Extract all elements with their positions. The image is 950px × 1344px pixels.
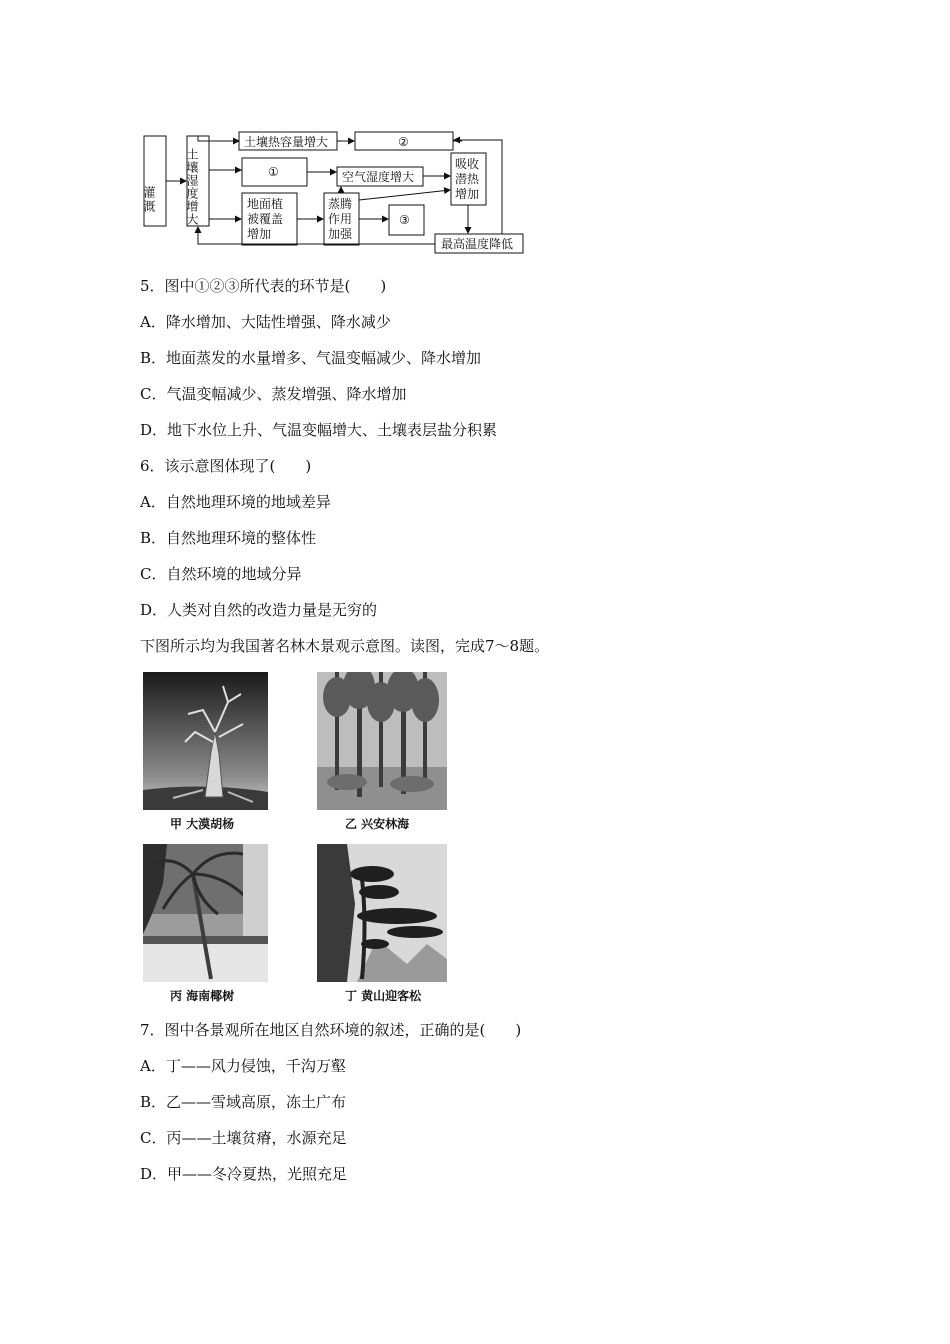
photo-desert-poplar [143,672,268,810]
q7-option-b: B．乙——雪域高原，冻土广布 [140,1093,347,1111]
diagram-air-humidity: 空气湿度增大 [342,170,415,184]
q7-option-d: D．甲——冬冷夏热，光照充足 [140,1165,348,1183]
diagram-circle1: ① [268,165,279,179]
caption-jia: 甲 大漠胡杨 [170,817,235,831]
q6-option-d: D．人类对自然的改造力量是无穷的 [140,601,378,619]
diagram-latent-2: 潜热 [455,172,480,186]
q7-option-a: A．丁——风力侵蚀，千沟万壑 [140,1057,346,1075]
q6-option-b: B．自然地理环境的整体性 [140,529,317,547]
intro-text: 下图所示均为我国著名林木景观示意图。读图，完成7～8题。 [140,637,550,655]
diagram-veg-1: 地面植 [247,197,284,211]
diagram-circle2: ② [398,135,409,149]
q5-option-c: C．气温变幅减少、蒸发增强、降水增加 [140,385,407,403]
diagram-irrigation: 灌溉 [142,186,156,214]
q5-option-a: A．降水增加、大陆性增强、降水减少 [140,313,391,331]
q6-option-c: C．自然环境的地域分异 [140,565,302,583]
caption-ding: 丁 黄山迎客松 [345,989,422,1003]
caption-bing: 丙 海南椰树 [170,989,235,1003]
photo-hainan-coconut [143,844,268,982]
diagram-latent-1: 吸收 [455,157,480,171]
flow-diagram [140,130,540,258]
q5-stem: 5．图中①②③所代表的环节是( ) [140,277,387,295]
diagram-circle3: ③ [399,213,410,227]
photo-xingan-forest [317,672,447,810]
diagram-max-temp: 最高温度降低 [441,237,514,251]
q6-option-a: A．自然地理环境的地域差异 [140,493,331,511]
diagram-heat-capacity: 土壤热容量增大 [244,135,329,149]
q7-stem: 7．图中各景观所在地区自然环境的叙述，正确的是( ) [140,1021,522,1039]
q5-option-d: D．地下水位上升、气温变幅增大、土壤表层盐分积累 [140,421,498,439]
diagram-soil-moisture: 土壤湿度增大 [185,148,199,226]
q6-stem: 6．该示意图体现了( ) [140,457,312,475]
caption-yi: 乙 兴安林海 [345,817,410,831]
diagram-latent-3: 增加 [455,187,480,201]
diagram-trans-1: 蒸腾 [328,197,353,211]
q7-option-c: C．丙——土壤贫瘠，水源充足 [140,1129,347,1147]
diagram-trans-3: 加强 [328,227,353,241]
q5-option-b: B．地面蒸发的水量增多、气温变幅减少、降水增加 [140,349,482,367]
photo-huangshan-pine [317,844,447,982]
diagram-veg-3: 增加 [247,227,272,241]
diagram-trans-2: 作用 [328,212,353,226]
diagram-veg-2: 被覆盖 [247,212,284,226]
